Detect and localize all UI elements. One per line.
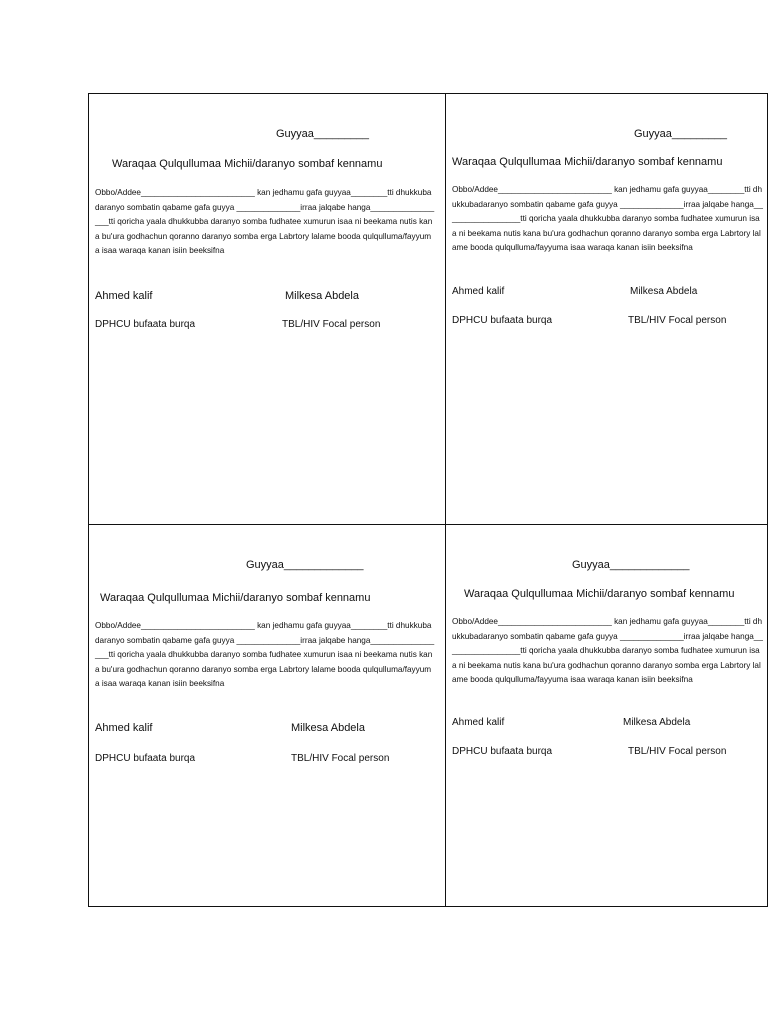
right-signatory-role: TBL/HIV Focal person xyxy=(291,753,390,764)
vertical-divider xyxy=(445,93,446,907)
left-signatory-role: DPHCU bufaata burqa xyxy=(452,746,553,757)
right-signatory-role: TBL/HIV Focal person xyxy=(282,319,381,330)
card-body: Obbo/Addee_________________________ kan jedhamu gafa guyyaa________tti dhukkubadaranyo sombatin qabame gafa guyya ______________irraa jalqabe hanga_________________tti qoricha yaala dhukkubba daranyo somba fudhatee xumurun isaa ni beekama nutis kana bu'ura godhachun qoranno daranyo somba erga Labrtory lalame booda qulqulluma/fayyuma isaa waraqa kanan isiin beeksifna xyxy=(452,185,763,253)
left-signatory-name: Ahmed kalif xyxy=(95,722,153,734)
date-field: Guyyaa_________ xyxy=(276,128,369,140)
left-signatory-role: DPHCU bufaata burqa xyxy=(95,319,196,330)
right-signatory-role: TBL/HIV Focal person xyxy=(628,315,727,326)
card-body: Obbo/Addee_________________________ kan jedhamu gafa guyyaa________tti dhukkubadaranyo sombatin qabame gafa guyya ______________irraa jalqabe hanga_________________tti qoricha yaala dhukkubba daranyo somba fudhatee xumurun isaa ni beekama nutis kana bu'ura godhachun qoranno daranyo somba erga Labrtory lalame booda qulqulluma/fayyuma isaa waraqa kanan isiin beeksifna xyxy=(452,617,763,685)
left-signatory-role: DPHCU bufaata burqa xyxy=(95,753,196,764)
right-signatory-name: Milkesa Abdela xyxy=(285,290,359,302)
card-title: Waraqaa Qulqullumaa Michii/daranyo sombaf kennamu xyxy=(112,158,383,170)
right-signatory-name: Milkesa Abdela xyxy=(291,722,365,734)
card-title: Waraqaa Qulqullumaa Michii/daranyo sombaf kennamu xyxy=(464,588,735,600)
left-signatory-name: Ahmed kalif xyxy=(452,286,505,297)
card-title: Waraqaa Qulqullumaa Michii/daranyo sombaf kennamu xyxy=(100,592,371,604)
horizontal-divider xyxy=(88,524,768,525)
card-title: Waraqaa Qulqullumaa Michii/daranyo sombaf kennamu xyxy=(452,156,723,168)
left-signatory-name: Ahmed kalif xyxy=(452,717,505,728)
right-signatory-name: Milkesa Abdela xyxy=(630,286,698,297)
card-body: Obbo/Addee_________________________ kan jedhamu gafa guyyaa________tti dhukkuba daranyo sombatin qabame gafa guyya ______________irraa jalqabe hanga_________________tti qoricha yaala dhukkubba daranyo somba fudhatee xumurun isaa ni beekama nutis kana bu'ura godhachun qoranno daranyo somba erga Labrtory lalame booda qulqulluma/fayyuma isaa waraqa kanan isiin beeksifna xyxy=(95,188,435,256)
left-signatory-name: Ahmed kalif xyxy=(95,290,153,302)
card-body: Obbo/Addee_________________________ kan jedhamu gafa guyyaa________tti dhukkubadaranyo sombatin qabame gafa guyya ______________irraa jalqabe hanga_________________tti qoricha yaala dhukkubba daranyo somba fudhatee xumurun isaa ni beekama nutis kana bu'ura godhachun qoranno daranyo somba erga Labrtory lalame booda qulqulluma/fayyuma isaa waraqa kanan isiin beeksifna xyxy=(95,621,435,689)
right-signatory-role: TBL/HIV Focal person xyxy=(628,746,727,757)
right-signatory-name: Milkesa Abdela xyxy=(623,717,691,728)
date-field: Guyyaa_____________ xyxy=(572,559,690,571)
left-signatory-role: DPHCU bufaata burqa xyxy=(452,315,553,326)
date-field: Guyyaa_________ xyxy=(634,128,727,140)
date-field: Guyyaa_____________ xyxy=(246,559,364,571)
